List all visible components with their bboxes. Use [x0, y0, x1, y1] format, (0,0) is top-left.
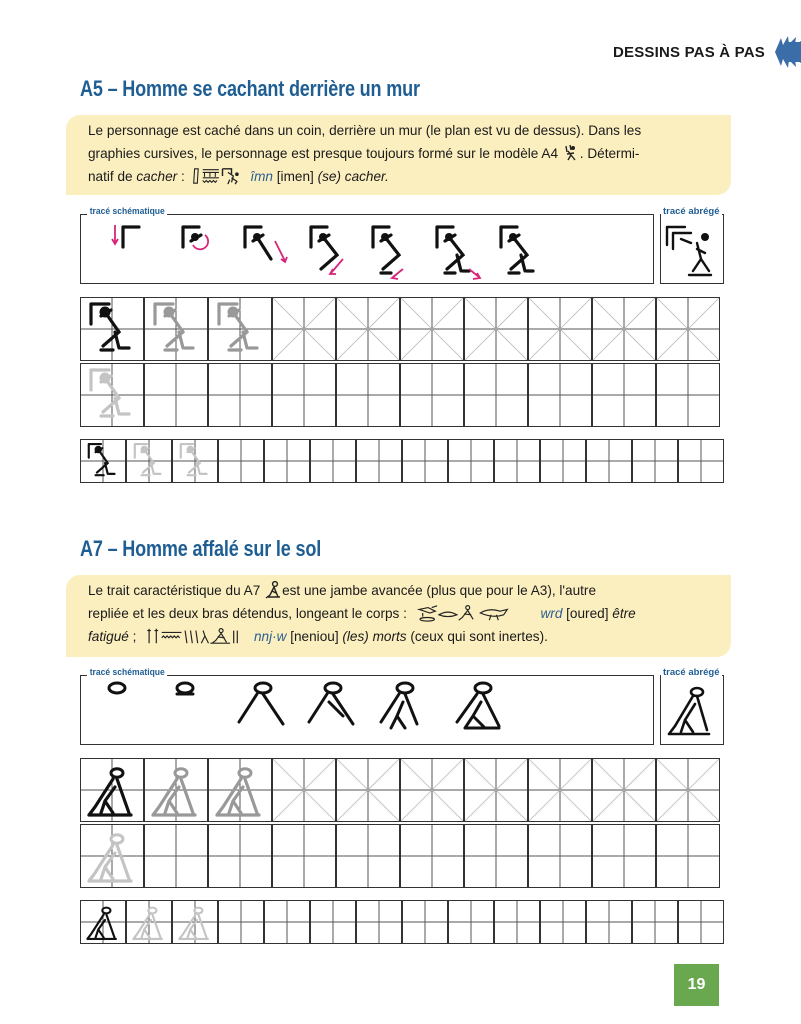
practice-cell[interactable]: [400, 363, 464, 427]
section-a5-title: A5 – Homme se cachant derrière un mur: [80, 76, 420, 101]
practice-cell[interactable]: [400, 824, 464, 888]
practice-cell[interactable]: [272, 363, 336, 427]
a5-schema-box: [80, 206, 654, 284]
practice-cell[interactable]: [80, 297, 144, 361]
a5-model-glyph-icon: [173, 440, 217, 482]
a7-practice-row-2: [80, 824, 720, 888]
section-a5-description: [66, 115, 731, 195]
practice-cell[interactable]: [208, 363, 272, 427]
practice-cell[interactable]: [540, 439, 586, 483]
practice-cell[interactable]: [208, 824, 272, 888]
practice-cell[interactable]: [678, 439, 724, 483]
a7-glyph-icon: [264, 581, 282, 599]
practice-cell[interactable]: [172, 439, 218, 483]
practice-cell[interactable]: [656, 824, 720, 888]
practice-cell[interactable]: [464, 758, 528, 822]
practice-cell[interactable]: [80, 439, 126, 483]
a7-model-glyph-icon: [127, 901, 171, 943]
practice-cell[interactable]: [528, 363, 592, 427]
practice-cell[interactable]: [208, 758, 272, 822]
practice-cell[interactable]: [172, 900, 218, 944]
a5-abrege-glyph-icon: [661, 215, 723, 283]
practice-cell[interactable]: [448, 900, 494, 944]
a5-desc-line2: graphies cursives, le personnage est presque toujours formé sur le modèle A4 . Détermi-: [88, 146, 640, 161]
practice-cell[interactable]: [494, 900, 540, 944]
practice-cell[interactable]: [144, 758, 208, 822]
a5-model-glyph-icon: [127, 440, 171, 482]
practice-cell[interactable]: [464, 363, 528, 427]
practice-cell[interactable]: [80, 758, 144, 822]
practice-cell[interactable]: [272, 824, 336, 888]
practice-cell[interactable]: [356, 439, 402, 483]
practice-cell[interactable]: [264, 900, 310, 944]
practice-cell[interactable]: [336, 824, 400, 888]
a7-model-glyph-icon: [145, 759, 207, 821]
a5-desc-line3: natif de cacher : îmn [imen] (se) cacher.: [88, 169, 389, 184]
practice-cell[interactable]: [400, 758, 464, 822]
header-badge: [771, 36, 801, 68]
practice-cell[interactable]: [656, 363, 720, 427]
practice-cell[interactable]: [126, 439, 172, 483]
a7-model-glyph-icon: [81, 901, 125, 943]
a7-practice-row-3: [80, 900, 724, 944]
practice-cell[interactable]: [592, 297, 656, 361]
practice-cell[interactable]: [144, 363, 208, 427]
running-header-title: DESSINS PAS À PAS: [612, 43, 765, 61]
practice-cell[interactable]: [208, 297, 272, 361]
practice-cell[interactable]: [592, 824, 656, 888]
a7-model-glyph-icon: [173, 901, 217, 943]
a5-practice-row-3: [80, 439, 724, 483]
practice-cell[interactable]: [356, 900, 402, 944]
practice-cell[interactable]: [80, 900, 126, 944]
practice-cell[interactable]: [400, 297, 464, 361]
practice-cell[interactable]: [272, 758, 336, 822]
a5-practice-row-2: [80, 363, 720, 427]
practice-cell[interactable]: [592, 363, 656, 427]
practice-cell[interactable]: [80, 363, 144, 427]
practice-cell[interactable]: [218, 439, 264, 483]
a7-schema-label: tracé schématique: [87, 667, 167, 678]
a5-abrege-box: [660, 206, 724, 284]
practice-cell[interactable]: [218, 900, 264, 944]
section-a7-description: [66, 575, 731, 657]
practice-cell[interactable]: [264, 439, 310, 483]
practice-cell[interactable]: [336, 363, 400, 427]
cacher-hieroglyphs-icon: [189, 167, 247, 185]
practice-cell[interactable]: [126, 900, 172, 944]
practice-cell[interactable]: [540, 900, 586, 944]
a7-desc-line3: fatigué ; nnj·w [neniou] (les) morts (ceux qui sont inertes).: [88, 629, 548, 644]
running-header: [613, 36, 801, 68]
a4-glyph-icon: [562, 144, 580, 162]
a5-model-glyph-icon: [145, 298, 207, 360]
practice-cell[interactable]: [632, 900, 678, 944]
practice-cell[interactable]: [310, 900, 356, 944]
page-number: 19: [674, 964, 719, 1006]
practice-cell[interactable]: [528, 758, 592, 822]
a7-model-glyph-icon: [81, 759, 143, 821]
practice-cell[interactable]: [402, 900, 448, 944]
practice-cell[interactable]: [656, 297, 720, 361]
practice-cell[interactable]: [336, 758, 400, 822]
practice-cell[interactable]: [310, 439, 356, 483]
practice-cell[interactable]: [656, 758, 720, 822]
practice-cell[interactable]: [448, 439, 494, 483]
a7-desc-line1: Le trait caractéristique du A7 est une jambe avancée (plus que pour le A3), l'autre: [88, 583, 597, 598]
a7-practice-row-1: [80, 758, 720, 822]
a5-desc-line1: Le personnage est caché dans un coin, derrière un mur (le plan est vu de dessus). Dans les: [88, 123, 642, 138]
practice-cell[interactable]: [144, 297, 208, 361]
a5-schema-label: tracé schématique: [87, 206, 167, 217]
a5-abrege-label: tracé abrégé: [663, 206, 720, 217]
a7-abrege-box: [660, 667, 724, 745]
section-a7-title: A7 – Homme affalé sur le sol: [80, 536, 322, 561]
a5-model-glyph-icon: [81, 298, 143, 360]
a5-model-glyph-icon: [209, 298, 271, 360]
a5-practice-row-1: [80, 297, 720, 361]
practice-cell[interactable]: [494, 439, 540, 483]
practice-cell[interactable]: [632, 439, 678, 483]
practice-cell[interactable]: [464, 297, 528, 361]
practice-cell[interactable]: [528, 824, 592, 888]
a5-stroke-steps: [81, 215, 653, 283]
a5-model-glyph-icon: [81, 364, 143, 426]
nnjw-hieroglyphs-icon: [140, 627, 250, 645]
practice-cell[interactable]: [336, 297, 400, 361]
a7-schema-box: [80, 667, 654, 745]
a7-model-glyph-icon: [81, 825, 143, 887]
practice-cell[interactable]: [678, 900, 724, 944]
a7-abrege-glyph-icon: [661, 676, 723, 744]
practice-cell[interactable]: [80, 824, 144, 888]
practice-cell[interactable]: [528, 297, 592, 361]
practice-cell[interactable]: [464, 824, 528, 888]
a7-abrege-label: tracé abrégé: [663, 667, 720, 678]
practice-cell[interactable]: [144, 824, 208, 888]
practice-cell[interactable]: [586, 439, 632, 483]
practice-cell[interactable]: [592, 758, 656, 822]
practice-cell[interactable]: [586, 900, 632, 944]
wrd-hieroglyphs-icon: [411, 604, 537, 622]
a7-model-glyph-icon: [209, 759, 271, 821]
practice-cell[interactable]: [272, 297, 336, 361]
a7-desc-line2: repliée et les deux bras détendus, longeant le corps : wrd [oured] être: [88, 606, 636, 621]
a5-model-glyph-icon: [81, 440, 125, 482]
practice-cell[interactable]: [402, 439, 448, 483]
a7-stroke-steps: [81, 676, 653, 744]
